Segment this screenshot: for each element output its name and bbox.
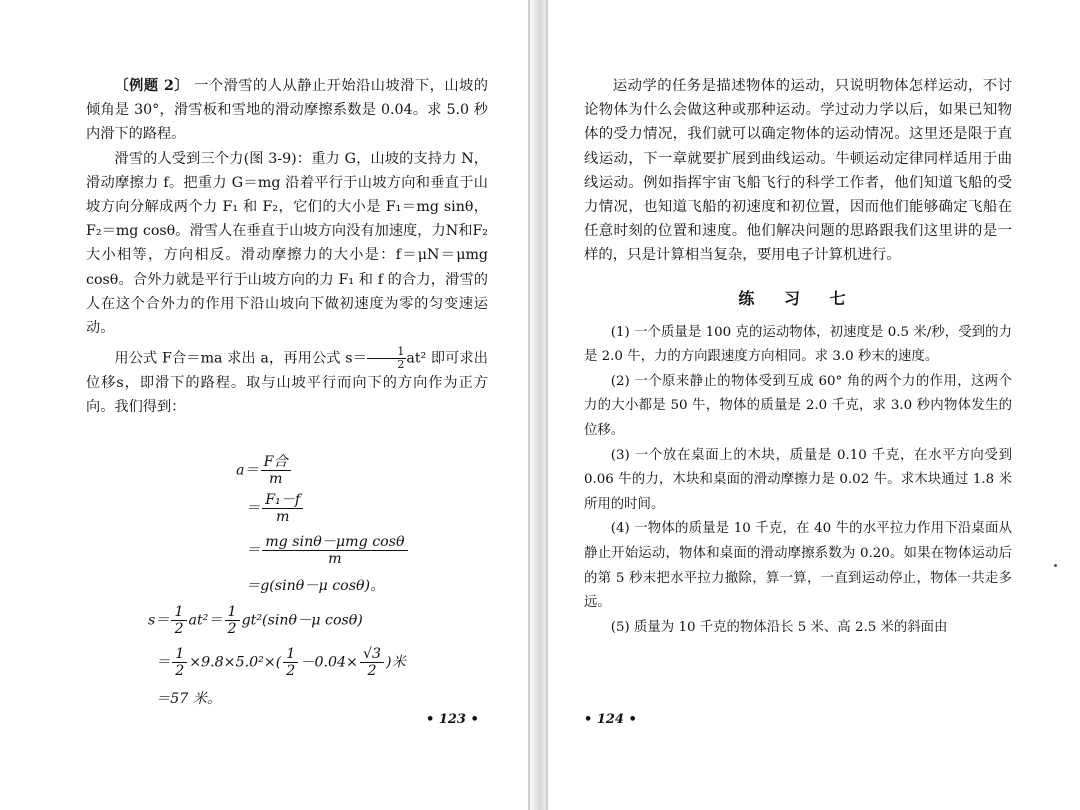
eq3-fraction [262,534,407,567]
eq6-mid: ×9.8×5.0²×( [189,654,282,671]
eq5-frac-2 [225,604,240,637]
eq5-f1-num: 1 [171,604,186,621]
eq2-num: F₁－f [262,492,303,509]
eq1-fraction [261,454,291,487]
eq1-lhs: a＝ [236,462,259,479]
equation-4: ＝g(sinθ－μ cosθ)。 [246,578,385,594]
left-page [0,0,528,810]
eq5-f1-den: 2 [174,621,184,637]
eq5-f2-num: 1 [225,604,240,621]
formula-paragraph [86,346,488,419]
book-gutter [528,0,548,810]
exercise-1: (1) 一个质量是 100 克的运动物体，初速度是 0.5 米/秒，受到的力是 2.0 牛，力的方向跟速度方向相同。求 3.0 秒末的速度。 [584,324,1012,365]
eq6-frac-1 [172,646,187,679]
eq5-mid: at²＝ [188,612,223,629]
eq6-lhs: ＝ [156,654,171,671]
eq6-frac-3 [360,646,384,679]
eq6-end: )米 [386,654,406,671]
eq5-rhs: gt²(sinθ－μ cosθ) [241,612,363,629]
page-number-right: • 124 • [584,712,637,727]
eq5-lhs: s＝ [148,612,170,629]
eq6-f1-num: 1 [172,646,187,663]
eq5-f2-den: 2 [227,621,237,637]
eq6-f2-den: 2 [286,663,296,679]
equation-1 [236,454,293,487]
exercise-3: (3) 一个放在桌面上的木块，质量是 0.10 千克，在水平方向受到 0.06 牛的力，木块和桌面的滑动摩擦力是 0.02 牛。求木块通过 1.8 米所用的时间。 [584,447,1012,512]
eq1-num: F合 [261,454,291,471]
eq6-f3-den: 2 [367,663,377,679]
equation-6 [156,646,406,679]
gutter-edge-left [528,0,530,810]
exercise-title: 练 习 七 [738,288,858,308]
right-text-block [584,74,1012,640]
example-label: 〔例题 2〕 [114,78,190,94]
example-paragraph [86,74,488,147]
exercise-4: (4) 一物体的质量是 10 千克，在 40 牛的水平拉力作用下沿桌面从静止开始运动，物体和桌面的滑动摩擦系数为 0.20。如果在物体运动后的第 5 秒末把水平拉力撤除，算一算，一直到运动停止，物体一共走多远。 [584,521,1012,611]
eq3-den: m [328,551,342,567]
exercise-5: (5) 质量为 10 千克的物体沿长 5 米、高 2.5 米的斜面由 [610,619,948,635]
eq3-lhs: ＝ [246,542,261,559]
analysis-paragraph: 滑雪的人受到三个力(图 3-9)：重力 G，山坡的支持力 N，滑动摩擦力 f。把重力 G＝mg 沿着平行于山坡方向和垂直于山坡方向分解成两个力 F₁ 和 F₂，它们的大小是 F₁＝mg sinθ，F₂＝mg cosθ。滑雪人在垂直于山坡方向没有加速度，力N和F₂大小相等，方向相反。滑动摩擦力的大小是：f＝μN＝μmg cosθ。合外力就是平行于山坡方向的力 F₁ 和 f 的合力，滑雪的人在这个合外力的作用下沿山坡向下做初速度为零的匀变速运动。 [86,150,488,337]
eq2-fraction [262,492,303,525]
example-statement: 一个滑雪的人从静止开始沿山坡滑下，山坡的倾角是 30°，滑雪板和雪地的滑动摩擦系数是 0.04。求 5.0 秒内滑下的路程。 [86,78,488,143]
exercise-2: (2) 一个原来静止的物体受到互成 60° 角的两个力的作用，这两个力的大小都是 50 牛，物体的质量是 2.0 千克，求 3.0 秒内物体发生的位移。 [584,373,1012,438]
eq3-num: mg sinθ－μmg cosθ [262,534,407,551]
eq2-lhs: ＝ [246,500,261,517]
equation-3 [246,534,410,567]
page-number-left: • 123 • [426,712,479,727]
scan-speck [1054,564,1057,567]
equation-5 [148,604,363,637]
eq6-mid2: －0.04× [300,654,358,671]
kinematics-paragraph: 运动学的任务是描述物体的运动，只说明物体怎样运动，不讨论物体为什么会做这种或那种运动。学过动力学以后，如果已知物体的受力情况，我们就可以确定物体的运动情况。这里还是限于直线运动，下一章就要扩展到曲线运动。牛顿运动定律同样适用于曲线运动。例如指挥宇宙飞船飞行的科学工作者，他们知道飞船的受力情况，也知道飞船的初速度和初位置，因而他们能够确定飞船在任意时刻的位置和速度。他们解决问题的思路跟我们这里讲的是一样的，只是计算相当复杂，要用电子计算机进行。 [584,78,1012,264]
inline-fraction [367,346,406,371]
eq2-den: m [275,509,290,525]
right-page [548,0,1080,810]
eq6-f1-den: 2 [175,663,185,679]
eq6-frac-2 [283,646,298,679]
eq6-f2-num: 1 [283,646,298,663]
formula-text-b: at² 即可求出位移s，即滑下的路程。取与山坡平行而向下的方向作为正方向。我们得到： [86,350,488,416]
formula-text-a: 用公式 F合＝ma 求出 a，再用公式 s＝ [114,350,367,367]
equation-2 [246,492,305,525]
eq6-f3-num: √3 [360,646,384,663]
eq5-frac-1 [171,604,186,637]
inline-frac-den: 2 [397,358,405,372]
left-text-block [86,74,488,420]
inline-frac-num: 1 [367,346,406,359]
equation-7: ＝57 米。 [156,691,222,707]
eq1-den: m [268,471,283,487]
